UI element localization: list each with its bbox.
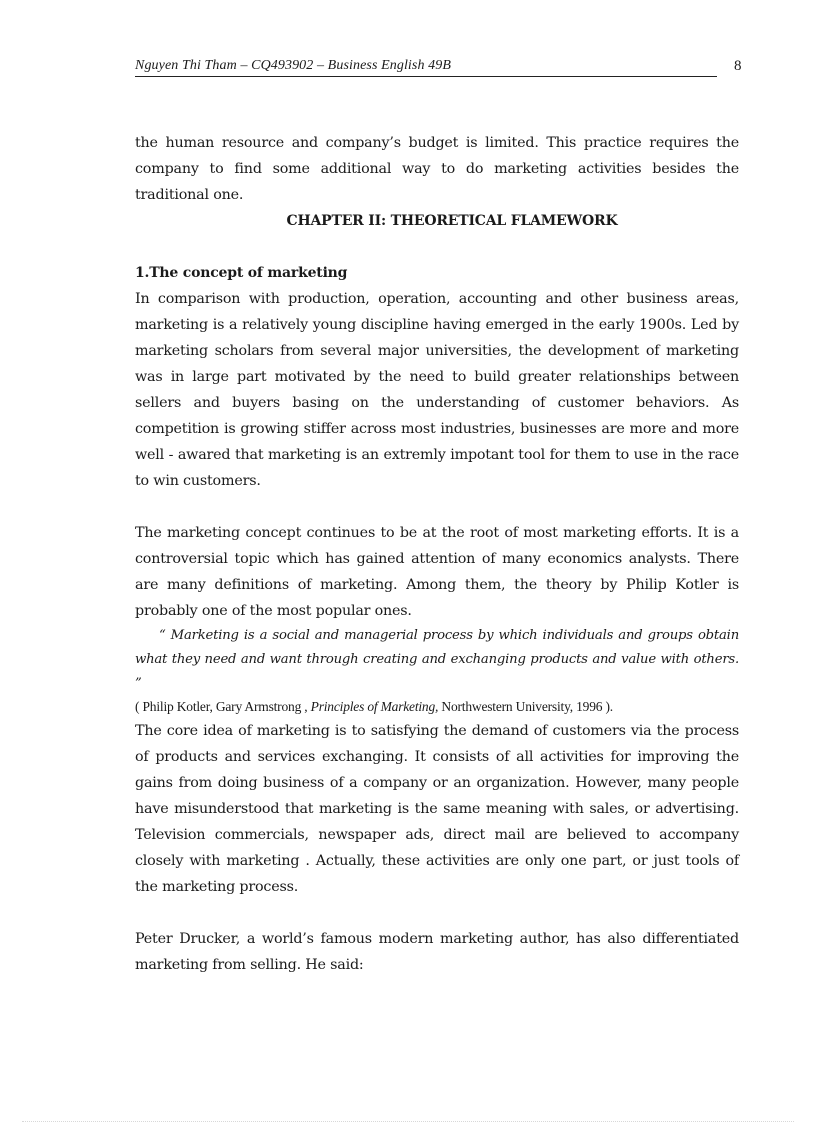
kotler-quote: “ Marketing is a social and managerial process by which individuals and groups obtain what they need and want through creating and exchanging products and value with others. ” [135, 628, 739, 691]
spacer [135, 494, 739, 520]
citation-publisher: Northwestern University, 1996 ). [438, 699, 613, 714]
page-body [135, 130, 739, 978]
paragraph-drucker: Peter Drucker, a world’s famous modern marketing author, has also differentiated marketing from selling. He said: [135, 931, 739, 973]
chapter-title: CHAPTER II: THEORETICAL FLAMEWORK [286, 213, 618, 229]
citation-authors: Philip Kotler, Gary Armstrong , [142, 699, 311, 714]
citation-open: ( [135, 699, 143, 714]
citation-book-title: Principles of Marketing, [310, 699, 439, 714]
intro-paragraph: the human resource and company’s budget is limited. This practice requires the company to find some additional way to do marketing activities besides the traditional one. [135, 135, 739, 203]
spacer [135, 900, 739, 926]
section-title: 1.The concept of marketing [135, 265, 348, 281]
citation [135, 696, 739, 718]
running-header: Nguyen Thi Tham – CQ493902 – Business English 49B [135, 58, 717, 77]
paragraph-core-idea: The core idea of marketing is to satisfying the demand of customers via the process of products and services exchanging. It consists of all activities for improving the gains from doing business of a company or an organization. However, many people have misunderstood that marketing is the same meaning with sales, or advertising. Television commercials, newspaper ads, direct mail are believed to accompany closely with marketing . Actually, these activities are only one part, or just tools of the marketing process. [135, 723, 739, 895]
paragraph-concept: In comparison with production, operation, accounting and other business areas, marketing is a relatively young discipline having emerged in the early 1900s. Led by marketing scholars from several major universities, the development of marketing was in large part motivated by the need to build greater relationships between sellers and buyers basing on the understanding of customer behaviors. As competition is growing stiffer across most industries, businesses are more and more well - awared that marketing is an extremly impotant tool for them to use in the race to win customers. [135, 291, 739, 489]
page-bottom-rule [22, 1121, 794, 1122]
paragraph-definitions: The marketing concept continues to be at the root of most marketing efforts. It is a controversial topic which has gained attention of many economics analysts. There are many definitions of marketing. Among them, the theory by Philip Kotler is probably one of the most popular ones. [135, 525, 739, 619]
page-number: 8 [734, 58, 742, 74]
